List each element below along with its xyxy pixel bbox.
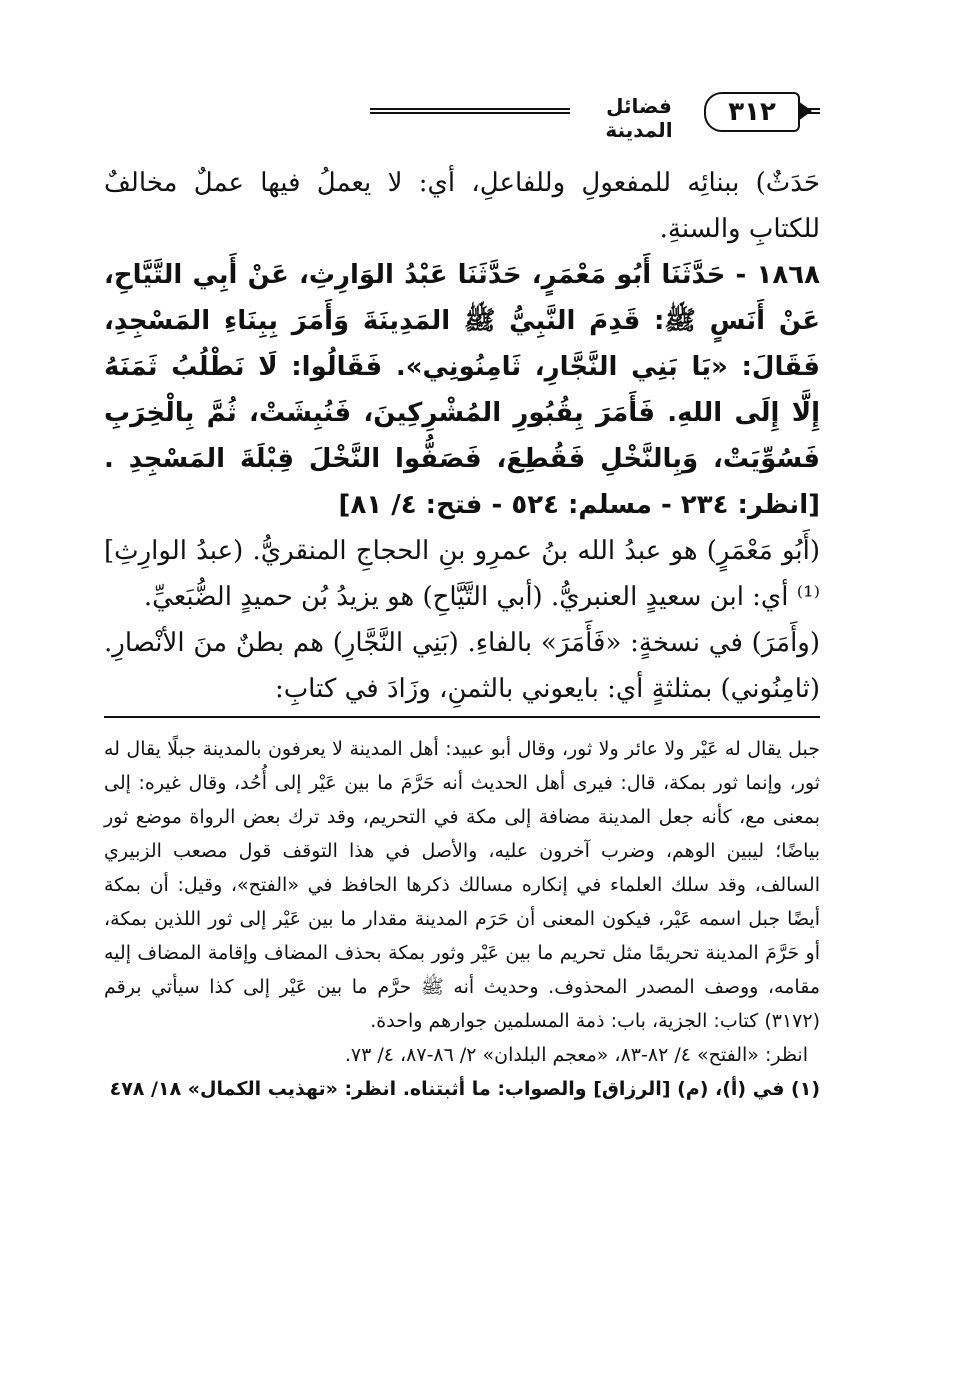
footnote-continuation: جبل يقال له عَيْر ولا عائر ولا ثور، وقال أبو عبيد: أهل المدينة لا يعرفون بالمدينة جبلًا يقال له ثور، وإنما ثور بمكة، قال: فيرى أهل الحديث أنه حَرَّمَ ما بين عَيْر إلى أُحُد، وقال غيره: إلى بمعنى مع، كأنه جعل المدينة مضافة إلى مكة في التحريم، وقد ترك بعض الرواة موضع ثور بياضًا؛ ليبين الوهم، وضرب آخرون عليه، والأصل في هذا التوقف قول مصعب الزبيري السالف، وقد سلك العلماء في إنكاره مسالك ذكرها الحافظ في «الفتح»، وقيل: أن بمكة أيضًا جبل اسمه عَيْر، فيكون المعنى أن حَرَم المدينة مقدار ما بين عَيْر إلى ثور اللذين بمكة، أو حَرَّمَ المدينة تحريمًا مثل تحريم ما بين عَيْر وثور بمكة بحذف المضاف وإقامة المضاف إليه مقامه، ووصف المصدر المحذوف. وحديث أنه ﷺ حرَّم ما بين عَيْر إلى كذا سيأتي برقم (٣١٧٢) كتاب: الجزية، باب: ذمة المسلمين جوارهم واحدة.	[104, 738, 820, 1032]
hadith-1868: ١٨٦٨ - حَدَّثَنَا أَبُو مَعْمَرٍ، حَدَّثَنَا عَبْدُ الوَارِثِ، عَنْ أَبِي التَّيَّاحِ، عَنْ أَنَسٍ ﷺ: قَدِمَ النَّبِيُّ ﷺ المَدِينَةَ وَأَمَرَ بِبِنَاءِ المَسْجِدِ، فَقَالَ: «يَا بَنِي النَّجَّارِ، ثَامِنُونِي». فَقَالُوا: لَا نَطْلُبُ ثَمَنَهُ إِلَّا إِلَى اللهِ. فَأَمَرَ بِقُبُورِ المُشْرِكِينَ، فَنُبِشَتْ، ثُمَّ بِالْخِرَبِ فَسُوِّيَتْ، وَبِالنَّخْلِ فَقُطِعَ، فَصَفُّوا النَّخْلَ قِبْلَةَ المَسْجِدِ .[انظر: ٢٣٤ - مسلم: ٥٢٤ - فتح: ٤/ ٨١]	[104, 260, 820, 520]
commentary-paragraph-1: حَدَثٌ) ببنائِه للمفعولِ وللفاعلِ، أي: لا يعملُ فيها عملٌ مخالفٌ للكتابِ والسنةِ.	[104, 168, 820, 244]
commentary-paragraph-2: (أَبُو مَعْمَرٍ) هو عبدُ الله بنُ عمرِو بنِ الحجاجِ المنقريُّ. (عبدُ الوارِثِ]⁽¹⁾ أي: ابن سعيدٍ العنبريُّ. (أبي التَّيَّاحِ) هو يزيدُ بُن حميدٍ الضُّبَعيِّ.	[104, 536, 820, 612]
footnotes	[104, 732, 820, 1106]
main-text	[104, 160, 820, 712]
commentary-paragraph-3: (وأَمَرَ) في نسخةٍ: «فَأَمَرَ» بالفاءِ. (بَنِي النَّجَّارِ) هم بطنٌ منَ الأنْصارِ. (ثامِنُوني) بمثلثةٍ أي: بايعوني بالثمنِ، وزَادَ في كتابِ:	[104, 628, 820, 704]
header-rule-middle	[370, 108, 570, 114]
footnote-reference: انظر: «الفتح» ٤/ ٨٢-٨٣، «معجم البلدان» ٢/ ٨٦-٨٧، ٤/ ٧٣.	[344, 1044, 808, 1066]
page-number: ٣١٢	[728, 97, 776, 127]
footnote-separator	[104, 716, 820, 718]
page-number-badge	[704, 92, 800, 132]
page-header	[104, 92, 820, 142]
footnote-1: (١) في (أ)، (م) [الرزاق] والصواب: ما أثبتناه. انظر: «تهذيب الكمال» ١٨/ ٤٧٨	[109, 1078, 820, 1100]
running-title: فضائل المدينة	[605, 94, 673, 142]
